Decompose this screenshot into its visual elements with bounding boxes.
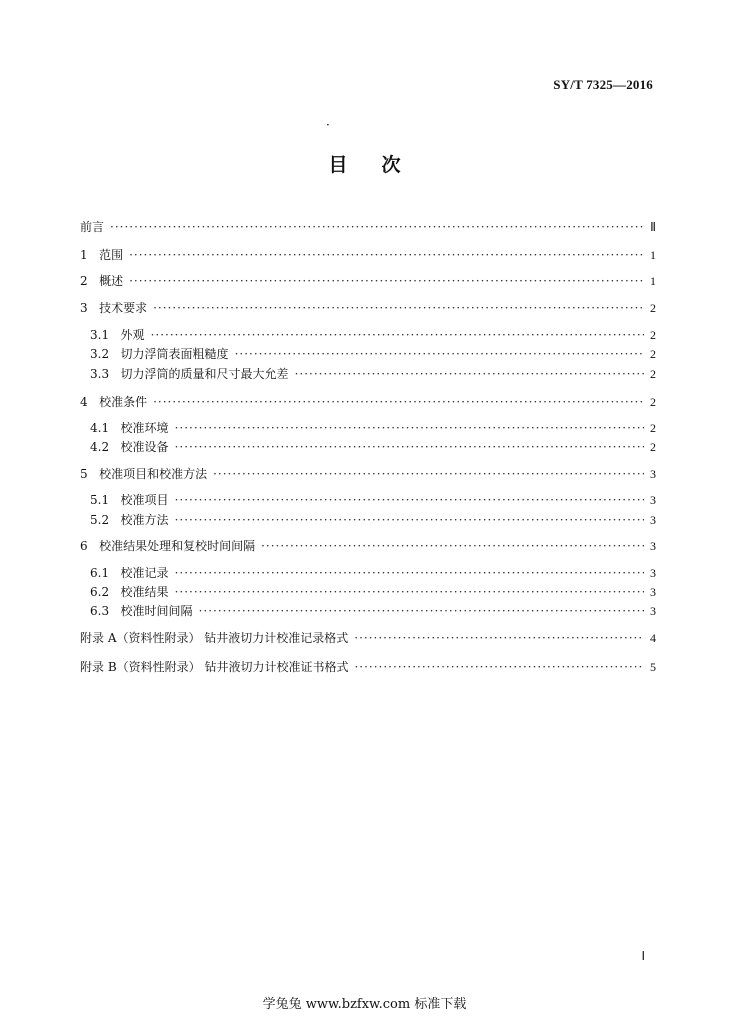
toc-entry-5-2[interactable] <box>90 511 656 527</box>
toc-entry-appendix-b[interactable] <box>80 658 656 674</box>
toc-entry-page: 3 <box>650 585 656 599</box>
toc-entry-6[interactable] <box>80 537 656 553</box>
toc-leader <box>261 539 644 553</box>
toc-entry-page: 5 <box>650 660 656 674</box>
toc-entry-3[interactable] <box>80 299 656 315</box>
toc-entry-6-1[interactable] <box>90 564 656 580</box>
toc-entry-number: 4.2 <box>90 440 110 454</box>
toc-entry-3-3[interactable] <box>90 365 656 381</box>
toc-leader <box>213 467 644 481</box>
toc-title-char-1: 目 <box>328 154 348 176</box>
toc-entry-label: 技术要求 <box>99 301 148 315</box>
toc-entry-5[interactable] <box>80 465 656 481</box>
toc-title-char-2: 次 <box>381 154 401 176</box>
toc-entry-number: 3.2 <box>90 347 110 361</box>
toc-entry-page: 2 <box>650 440 656 454</box>
toc-entry-page: 1 <box>650 248 656 262</box>
toc-entry-label: 校准时间间隔 <box>120 604 193 618</box>
toc-entry-page: 2 <box>650 301 656 315</box>
toc-entry-label: 校准记录 <box>120 566 169 580</box>
toc-leader <box>235 347 644 361</box>
toc-entry-6-3[interactable] <box>90 602 656 618</box>
toc-leader <box>295 367 644 381</box>
toc-entry-page: 2 <box>650 395 656 409</box>
toc-entry-5-1[interactable] <box>90 491 656 507</box>
toc-entry-2[interactable] <box>80 272 656 288</box>
toc-entry-label: 校准条件 <box>99 395 148 409</box>
toc-entry-page: 3 <box>650 604 656 618</box>
toc-entry-label: 校准结果处理和复校时间间隔 <box>99 539 256 553</box>
toc-entry-label: 前言 <box>80 220 105 234</box>
toc-entry-6-2[interactable] <box>90 583 656 599</box>
toc-entry-number: 5.1 <box>90 493 110 507</box>
standard-code: SY/T 7325—2016 <box>553 77 653 92</box>
toc-entry-label: 校准项目 <box>120 493 169 507</box>
toc-entry-number: 4.1 <box>90 421 110 435</box>
toc-entry-number: 2 <box>80 274 88 288</box>
toc-entry-label: 范围 <box>99 248 124 262</box>
toc-entry-foreword[interactable] <box>80 218 656 234</box>
toc-leader <box>153 301 644 315</box>
toc-entry-label: 外观 <box>120 328 145 342</box>
toc-entry-label: 切力浮筒的质量和尺寸最大允差 <box>120 367 289 381</box>
toc-entry-number: 3 <box>80 301 88 315</box>
toc-entry-4[interactable] <box>80 393 656 409</box>
toc-entry-label: 概述 <box>99 274 124 288</box>
toc-entry-page: 2 <box>650 347 656 361</box>
page-number: Ⅰ <box>641 949 645 963</box>
toc-entry-label: 校准设备 <box>120 440 169 454</box>
toc-entry-number: 5.2 <box>90 513 110 527</box>
toc-entry-number: 3.3 <box>90 367 110 381</box>
toc-entry-1[interactable] <box>80 246 656 262</box>
toc-leader <box>129 248 644 262</box>
stray-dot: · <box>326 118 330 132</box>
toc-entry-label: 校准方法 <box>120 513 169 527</box>
toc-entry-number: 1 <box>80 248 88 262</box>
toc-entry-page: 3 <box>650 539 656 553</box>
toc-entry-label: 校准项目和校准方法 <box>99 467 208 481</box>
toc-entry-page: Ⅱ <box>650 220 656 234</box>
toc-entry-page: 4 <box>650 631 656 645</box>
footer-watermark: 学兔兔 www.bzfxw.com 标准下载 <box>262 997 467 1012</box>
toc-entry-number: 6.1 <box>90 566 110 580</box>
toc-entry-3-2[interactable] <box>90 345 656 361</box>
toc-entry-label: 切力浮筒表面粗糙度 <box>120 347 229 361</box>
toc-leader <box>175 440 644 454</box>
toc-leader <box>151 328 644 342</box>
toc-entry-3-1[interactable] <box>90 326 656 342</box>
toc-entry-page: 2 <box>650 421 656 435</box>
toc-entry-page: 2 <box>650 367 656 381</box>
toc-entry-page: 2 <box>650 328 656 342</box>
toc-leader <box>175 493 644 507</box>
toc-leader <box>175 566 644 580</box>
toc-entry-number: 5 <box>80 467 88 481</box>
toc-leader <box>129 274 644 288</box>
toc-entry-number: 4 <box>80 395 88 409</box>
toc-entry-page: 3 <box>650 493 656 507</box>
toc-leader <box>153 395 644 409</box>
toc-entry-page: 3 <box>650 566 656 580</box>
toc-entry-number: 6.3 <box>90 604 110 618</box>
toc-entry-number: 3.1 <box>90 328 110 342</box>
toc-leader <box>110 220 644 234</box>
toc-entry-number: 6.2 <box>90 585 110 599</box>
toc-leader <box>354 631 644 645</box>
toc-entry-4-1[interactable] <box>90 419 656 435</box>
toc-entry-appendix-a[interactable] <box>80 629 656 645</box>
toc-leader <box>354 660 644 674</box>
toc-leader <box>175 585 644 599</box>
toc-entry-label: 附录 A（资料性附录） 钻井液切力计校准记录格式 <box>80 631 349 645</box>
toc-entry-page: 3 <box>650 513 656 527</box>
toc-title <box>0 150 729 177</box>
toc-leader <box>175 421 644 435</box>
toc-entry-page: 3 <box>650 467 656 481</box>
toc-leader <box>175 513 644 527</box>
toc-entry-page: 1 <box>650 274 656 288</box>
toc-leader <box>199 604 644 618</box>
toc-entry-4-2[interactable] <box>90 438 656 454</box>
toc-entry-label: 校准结果 <box>120 585 169 599</box>
toc-entry-number: 6 <box>80 539 88 553</box>
toc-entry-label: 附录 B（资料性附录） 钻井液切力计校准证书格式 <box>80 660 349 674</box>
toc-entry-label: 校准环境 <box>120 421 169 435</box>
